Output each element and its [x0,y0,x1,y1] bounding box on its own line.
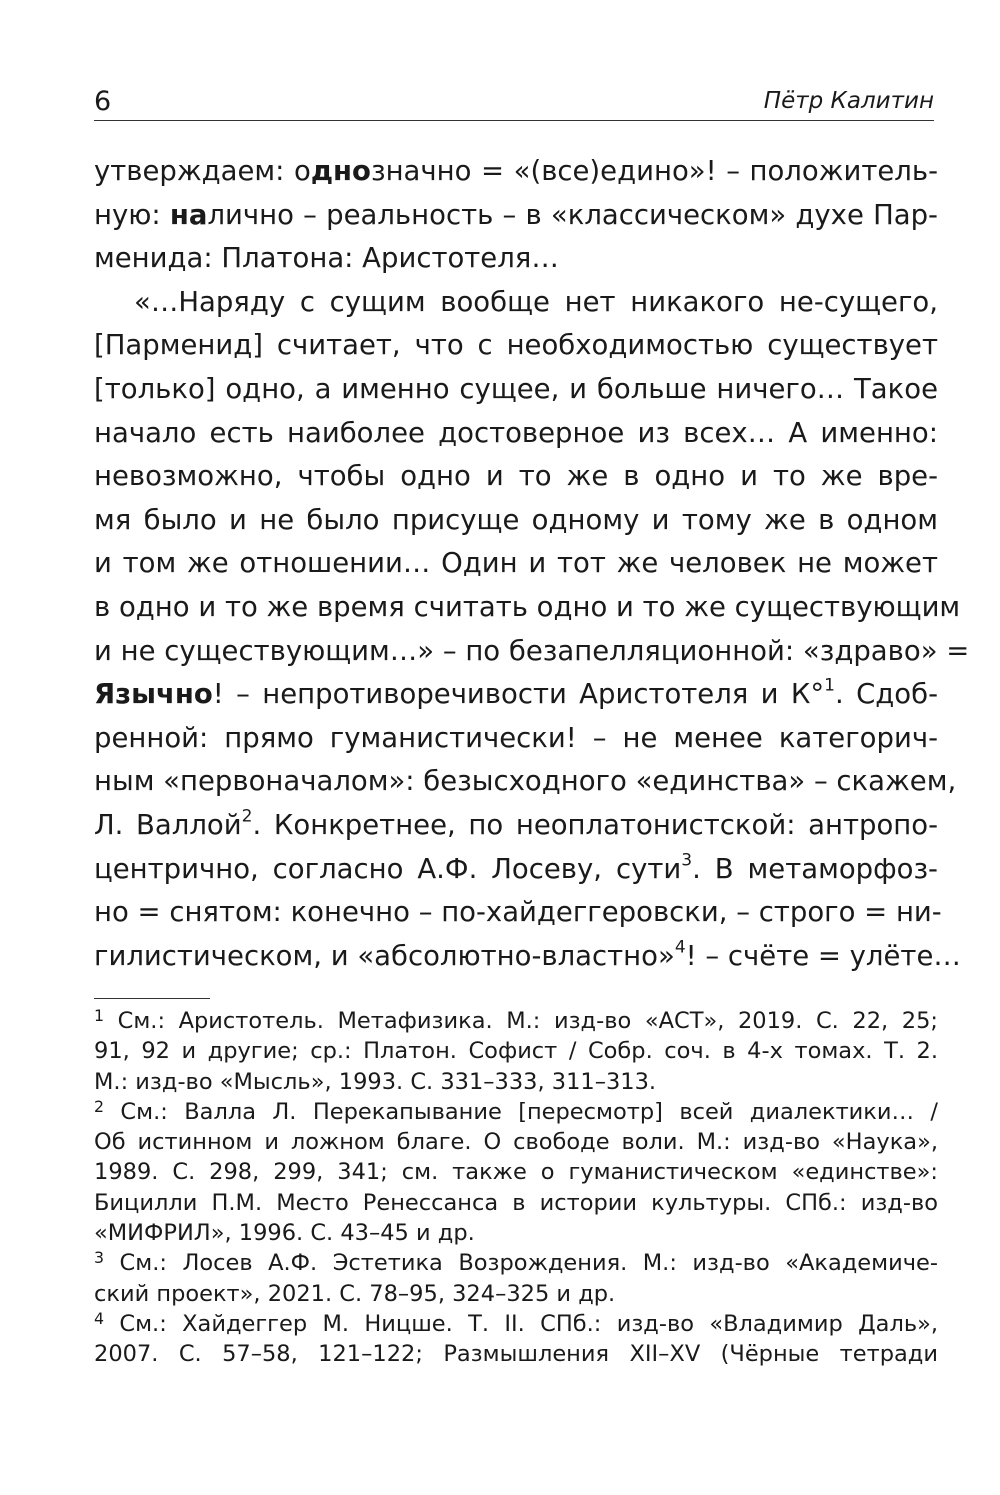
text-line: центрично, согласно А.Ф. Лосеву, сути$^3$. В метаморфоз- [94,850,938,885]
text-line: невозможно, чтобы одно и то же в одно и то же вре- [94,460,938,493]
footnotes [94,1006,938,1370]
text-line: мя было и не было присуще одному и тому же в одном [94,503,938,536]
footnote-line: 2007. С. 57–58, 121–122; Размышления XII–XV (Чёрные тетради [94,1341,938,1368]
footnote-number: 4 [94,1308,105,1328]
footnote-number: 1 [94,1005,105,1025]
text-line: [Парменид] считает, что с необходимостью существует [94,329,938,362]
text-line: «…Наряду с сущим вообще нет никакого не-сущего, [134,285,938,318]
footnote-number: 3 [94,1248,105,1268]
page-header [94,84,934,121]
footnote-ref[interactable]: 2 [241,806,253,827]
footnote-line: Бицилли П.М. Место Ренессанса в истории культуры. СПб.: изд-во [94,1189,938,1216]
footnote-3: $^3$ См.: Лосев А.Ф. Эстетика Возрождения. М.: изд-во «Академиче- [94,1248,939,1277]
footnote-1: $^1$ См.: Аристотель. Метафизика. М.: изд-во «АСТ», 2019. С. 22, 25; [94,1005,938,1034]
page-number: 6 [94,86,112,117]
text-line: но = снятом: конечно – по-хайдеггеровски, – строго = ни- [94,896,942,929]
text-line: ренной: прямо гуманистически! – не менее категорич- [94,721,938,754]
text-line: начало есть наиболее достоверное из всех… А именно: [94,416,938,449]
footnote-separator [94,998,210,999]
footnote-ref[interactable]: 1 [824,675,835,696]
footnote-2: $^2$ См.: Валла Л. Перекапывание [пересмотр] всей диалектики… / [94,1096,938,1125]
footnote-ref[interactable]: 4 [674,937,686,958]
footnote-ref[interactable]: 3 [681,850,693,871]
footnote-line: ский проект», 2021. С. 78–95, 324–325 и др. [94,1280,616,1307]
text-line: утверждаем: однозначно = «(все)едино»! – положитель- [94,155,939,187]
footnote-line: Об истинном и ложном благе. О свободе воли. М.: изд-во «Наука», [94,1129,938,1156]
text-line: Л. Валлой$^2$. Конкретнее, по неоплатонистской: антропо- [94,806,938,841]
text-line: и том же отношении… Один и тот же человек не может [94,547,938,580]
footnote-line: «МИФРИЛ», 1996. С. 43–45 и др. [94,1220,475,1247]
main-text [94,150,970,978]
running-head-author: Пётр Калитин [763,88,934,114]
footnote-line: 91, 92 и другие; ср.: Платон. Софист / Собр. соч. в 4-х томах. Т. 2. [94,1038,938,1065]
text-line: [только] одно, а именно сущее, и больше ничего… Такое [94,372,938,405]
text-line: ную: налично – реальность – в «классическом» духе Пар- [94,198,938,231]
text-line: в одно и то же время считать одно и то же существующим [94,590,961,623]
text-line: ным «первоначалом»: безысходного «единства» – скажем, [94,765,957,798]
footnote-number: 2 [94,1096,105,1116]
text-line: менида: Платона: Аристотеля… [94,242,559,275]
text-line: гилистическом, и «абсолютно-властно»$^4$! – счёте = улёте… [94,937,961,972]
footnote-4: $^4$ См.: Хайдеггер М. Ницше. Т. II. СПб.: изд-во «Владимир Даль», [94,1308,939,1337]
text-line: и не существующим…» – по безапелляционной: «здраво» = [94,634,970,667]
footnote-line: М.: изд-во «Мысль», 1993. С. 331–333, 311–313. [94,1068,657,1095]
footnote-line: 1989. С. 298, 299, 341; см. также о гуманистическом «единстве»: [94,1159,938,1186]
text-line: Язычно! – непротиворечивости Аристотеля и К°$^1$. Сдоб- [94,675,938,711]
